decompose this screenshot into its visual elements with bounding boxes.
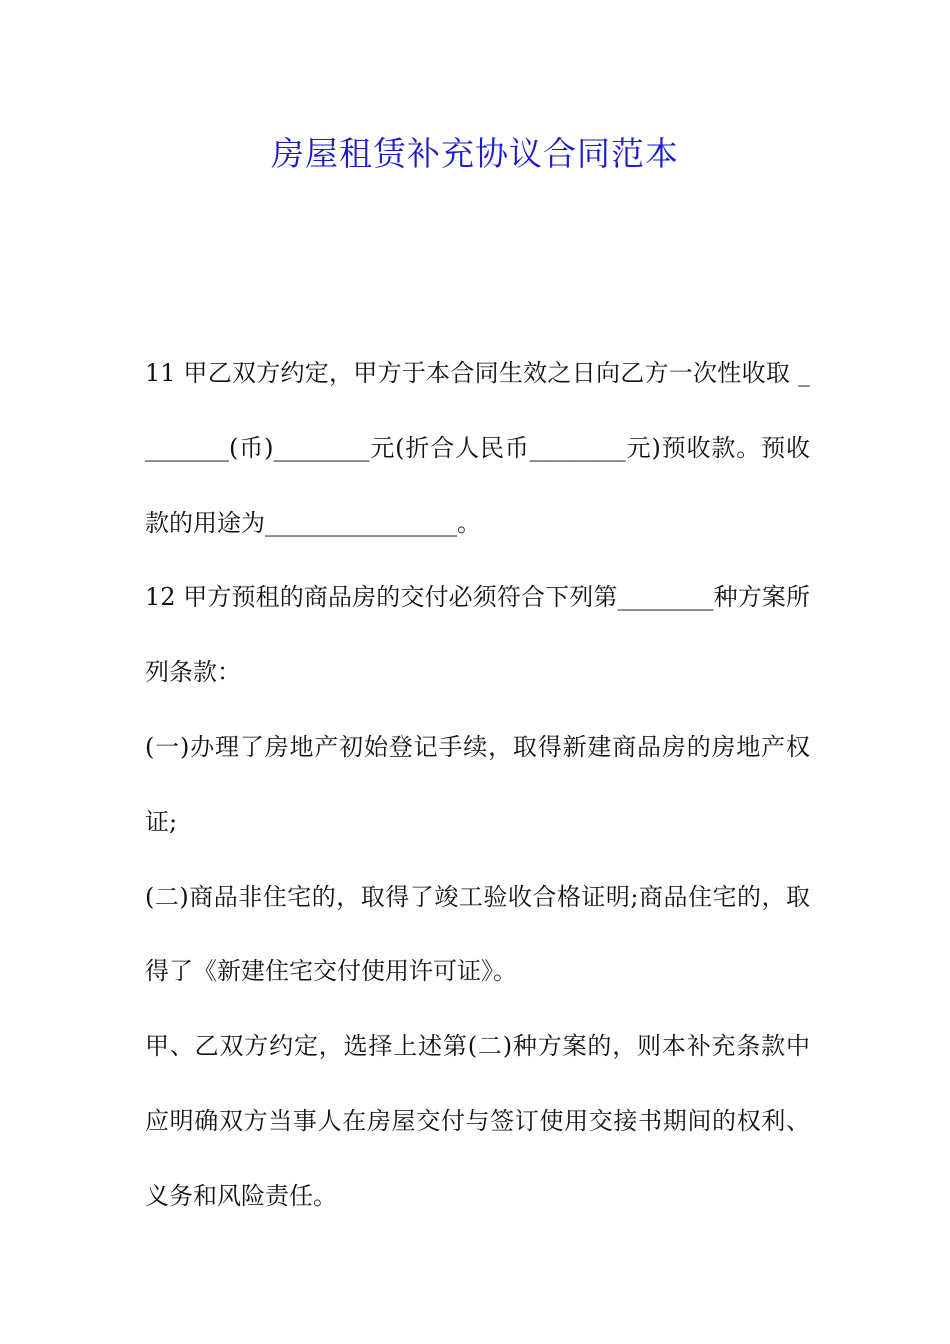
body-line: 12 甲方预租的商品房的交付必须符合下列第________种方案所 xyxy=(145,583,810,612)
body-line: (一)办理了房地产初始登记手续，取得新建商品房的房地产权 xyxy=(145,732,810,761)
body-line: 得了《新建住宅交付使用许可证》。 xyxy=(145,957,517,986)
body-line: 款的用途为________________。 xyxy=(145,508,481,537)
body-line: 证; xyxy=(145,807,178,836)
document-body xyxy=(145,336,810,1234)
body-line: 甲、乙双方约定，选择上述第(二)种方案的，则本补充条款中 xyxy=(145,1032,810,1061)
body-line: 应明确双方当事人在房屋交付与签订使用交接书期间的权利、 xyxy=(145,1106,810,1135)
body-line: (二)商品非住宅的，取得了竣工验收合格证明;商品住宅的，取 xyxy=(145,882,810,911)
document-title: 房屋租赁补充协议合同范本 xyxy=(271,134,679,173)
body-line: 11 甲乙双方约定，甲方于本合同生效之日向乙方一次性收取 _ xyxy=(145,359,810,387)
body-line: 列条款： xyxy=(145,658,241,687)
body-line: _______(币)________元(折合人民币________元)预收款。预收 xyxy=(145,433,810,462)
body-line: 义务和风险责任。 xyxy=(145,1181,337,1210)
